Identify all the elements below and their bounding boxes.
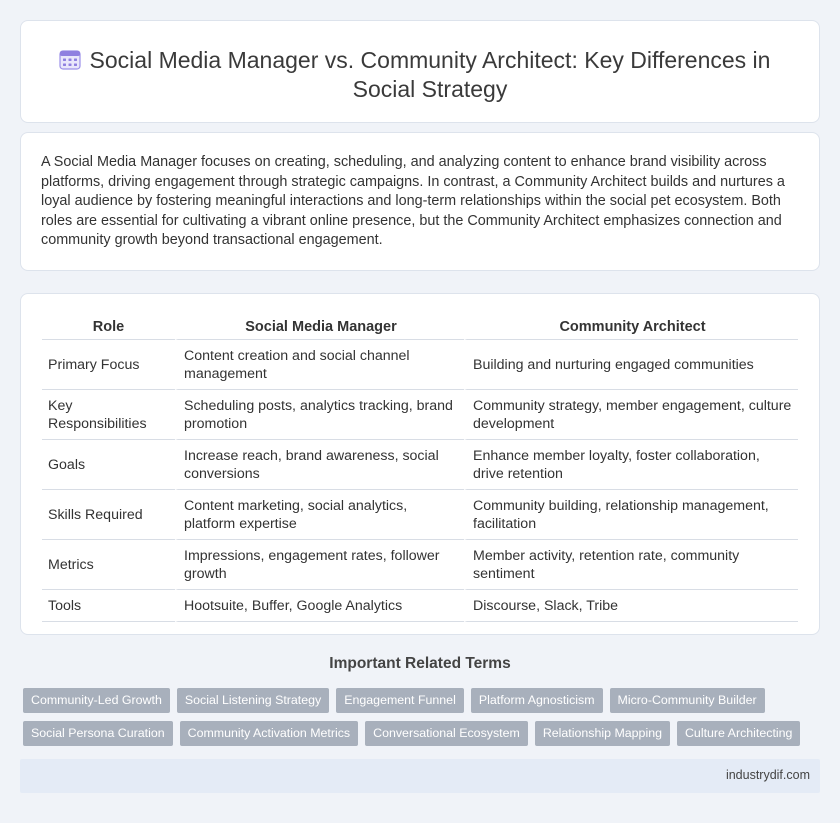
table-row (42, 390, 798, 440)
table-row (42, 590, 798, 622)
tag-engagement-funnel[interactable]: Engagement Funnel (336, 688, 464, 713)
tag-micro-community-builder[interactable]: Micro-Community Builder (610, 688, 765, 713)
title-card (20, 20, 820, 123)
row-label: Tools (42, 590, 175, 622)
footer-site[interactable]: industrydif.com (725, 768, 810, 782)
cell-community-architect: Enhance member loyalty, foster collaboration, drive retention (464, 440, 798, 490)
comparison-card (20, 293, 820, 635)
table-header-row (42, 314, 798, 340)
row-label: Goals (42, 440, 175, 490)
tag-social-persona-curation[interactable]: Social Persona Curation (23, 721, 173, 746)
comparison-table (42, 314, 798, 622)
tag-culture-architecting[interactable]: Culture Architecting (677, 721, 800, 746)
row-label: Skills Required (42, 490, 175, 540)
cell-social-media-manager: Scheduling posts, analytics tracking, brand promotion (175, 390, 464, 440)
footer (20, 759, 820, 793)
tag-community-led-growth[interactable]: Community-Led Growth (23, 688, 170, 713)
row-label: Key Responsibilities (42, 390, 175, 440)
header-role: Role (42, 314, 175, 340)
cell-community-architect: Community strategy, member engagement, culture development (464, 390, 798, 440)
table-row (42, 440, 798, 490)
intro-card (20, 132, 820, 271)
related-terms-heading: Important Related Terms (329, 655, 511, 672)
tag-row (23, 721, 823, 746)
table-row (42, 340, 798, 390)
tag-conversational-ecosystem[interactable]: Conversational Ecosystem (365, 721, 528, 746)
tag-row (23, 688, 823, 713)
cell-social-media-manager: Hootsuite, Buffer, Google Analytics (175, 590, 464, 622)
row-label: Metrics (42, 540, 175, 590)
tag-relationship-mapping[interactable]: Relationship Mapping (535, 721, 670, 746)
cell-social-media-manager: Content creation and social channel management (175, 340, 464, 390)
intro-paragraph: A Social Media Manager focuses on creating, scheduling, and analyzing content to enhance brand visibility across platforms, driving engagement through strategic campaigns. In contrast, a Community Architect builds and nurtures a loyal audience by fostering meaningful interactions and long-term relationships within the social pet ecosystem. Both roles are essential for cultivating a vibrant online presence, but the Community Architect emphasizes connection and community growth beyond transactional engagement. (41, 154, 785, 249)
page-title: Social Media Manager vs. Community Architect: Key Differences in Social Strategy (89, 47, 771, 102)
table-row (42, 540, 798, 590)
tag-community-activation-metrics[interactable]: Community Activation Metrics (180, 721, 359, 746)
header-social-media-manager: Social Media Manager (175, 314, 464, 340)
cell-community-architect: Community building, relationship management, facilitation (464, 490, 798, 540)
header-community-architect: Community Architect (464, 314, 798, 340)
tag-social-listening-strategy[interactable]: Social Listening Strategy (177, 688, 329, 713)
cell-social-media-manager: Impressions, engagement rates, follower growth (175, 540, 464, 590)
table-row (42, 490, 798, 540)
tag-platform-agnosticism[interactable]: Platform Agnosticism (471, 688, 603, 713)
cell-community-architect: Discourse, Slack, Tribe (464, 590, 798, 622)
cell-community-architect: Building and nurturing engaged communities (464, 340, 798, 390)
cell-social-media-manager: Content marketing, social analytics, platform expertise (175, 490, 464, 540)
cell-community-architect: Member activity, retention rate, community sentiment (464, 540, 798, 590)
cell-social-media-manager: Increase reach, brand awareness, social conversions (175, 440, 464, 490)
row-label: Primary Focus (42, 340, 175, 390)
related-terms (23, 688, 823, 754)
